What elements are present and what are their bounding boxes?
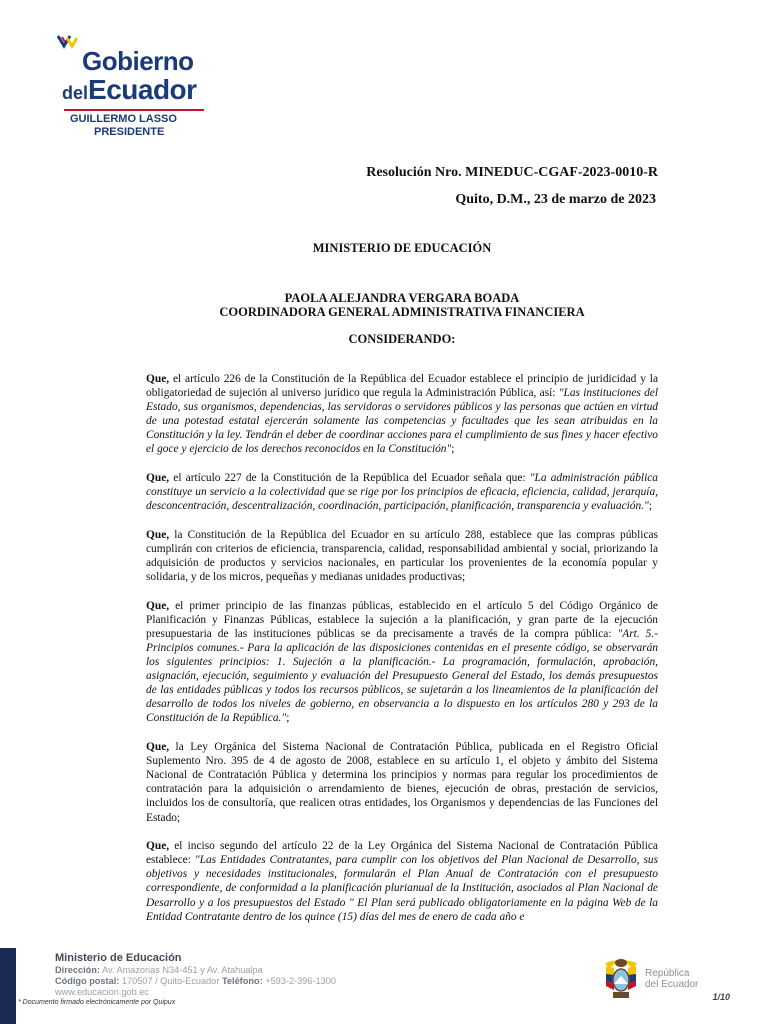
footer-website: www.educacion.gob.ec: [55, 987, 149, 997]
footer-ministry: Ministerio de Educación: [55, 952, 182, 964]
document-body: [146, 372, 658, 938]
paragraph-tail: ;: [451, 443, 455, 456]
paragraph: [146, 372, 658, 457]
logo-chevron-icon: [56, 34, 78, 50]
paragraph-lead: Que,: [146, 741, 170, 754]
seal-text-line1: República: [645, 968, 690, 979]
footer-address: [55, 965, 336, 976]
paragraph-lead: Que,: [146, 599, 170, 612]
logo-text-del: del: [62, 83, 89, 103]
paragraph-quote: "Las Entidades Contratantes, para cumplir con los objetivos del Plan Nacional de Desarrollo, sus objetivos y necesidades institucionales, formularán el Plan Anual de Contratación con el presupuesto correspondiente, de conformidad a la planificación plurianual de la Institución, asociados al Plan Nacional de Desarrollo y a los presupuestos del Estado " El Plan será publicado obligatoriamente en la página Web de la Entidad Contratante dentro de los quince (15) días del mes de enero de cada año e: [146, 854, 659, 923]
paragraph-quote: "La administración pública constituye un servicio a la colectividad que se rige por los principios de eficacia, eficiencia, calidad, jerarquía, desconcentración, descentralización, coordinación, participación, planificación, transparencia y evaluación.": [146, 472, 658, 513]
footer-postal-value: 170507 / Quito-Ecuador: [119, 976, 222, 986]
signatory-name: PAOLA ALEJANDRA VERGARA BOADA: [284, 291, 520, 305]
paragraph-lead: Que,: [146, 528, 170, 541]
considerando-heading: CONSIDERANDO:: [348, 332, 456, 346]
seal-text-line2: del Ecuador: [645, 979, 699, 990]
logo-president-title: PRESIDENTE: [94, 126, 165, 138]
paragraph-tail: ;: [286, 712, 290, 725]
paragraph-lead: Que,: [146, 840, 170, 853]
footer-address-value: Av. Amazonas N34-451 y Av. Atahualpa: [99, 965, 263, 975]
paragraph: [146, 839, 658, 924]
paragraph-text: la Ley Orgánica del Sistema Nacional de Contratación Pública, publicada en el Registro Oficial Suplemento Nro. 395 de 4 de agosto de 2008, establece en su artículo 1, el objeto y ámbito del Sistema Nacional de Contratación Pública y determina los principios y normas para regular los procedimientos de contratación para la adquisición o arrendamiento de bienes, ejecución de obras, prestación de servicios, incluidos los de consultoría, que realicen otras entidades, los Organismos y dependencias de las Funciones del Estado;: [146, 741, 658, 824]
paragraph-text: el artículo 226 de la Constitución de la República del Ecuador establece el principio de juridicidad y la obligatoriedad de sujeción al universo jurídico que regula la Administración Pública, así:: [146, 373, 658, 400]
footer-accent-bar: [0, 948, 16, 1024]
government-logo: [52, 30, 202, 138]
logo-text-del-ecuador: [62, 76, 197, 104]
resolution-place-date: Quito, D.M., 23 de marzo de 2023: [455, 192, 656, 207]
paragraph: [146, 740, 658, 825]
paragraph: [146, 599, 658, 726]
paragraph-text: la Constitución de la República del Ecuador en su artículo 288, establece que las compras públicas cumplirán con criterios de eficiencia, transparencia, calidad, responsabilidad ambiental y social, priorizando la adquisición de productos y servicios nacionales, en particular los provenientes de la economía popular y solidaria, y de los micros, pequeñas y medianas unidades productivas;: [146, 528, 658, 584]
paragraph-text: el primer principio de las finanzas públicas, establecido en el artículo 5 del Código Orgánico de Planificación y Finanzas Públicas, establece la sujeción a la planificación, y gran parte de la ejecución presupuestaria de las instituciones públicas se da precisamente a través de la compra pública:: [146, 599, 658, 640]
page-number: 1/10: [712, 992, 730, 1002]
paragraph: [146, 471, 658, 513]
paragraph-tail: ;: [648, 500, 652, 513]
paragraph: [146, 528, 658, 584]
footer-postal-label: Código postal:: [55, 976, 120, 986]
paragraph-text: el inciso segundo del artículo 22 de la Ley Orgánica del Sistema Nacional de Contratación Pública establece:: [146, 840, 658, 867]
paragraph-text: el artículo 227 de la Constitución de la República del Ecuador señala que:: [169, 472, 530, 485]
logo-divider: [64, 109, 204, 111]
logo-text-ecuador: Ecuador: [88, 74, 197, 105]
coat-of-arms-icon: [600, 956, 642, 1002]
seal-text: [645, 968, 698, 990]
logo-president-name: GUILLERMO LASSO: [70, 113, 177, 125]
signatory-role: COORDINADORA GENERAL ADMINISTRATIVA FINANCIERA: [219, 305, 585, 319]
logo-text-gobierno: Gobierno: [82, 46, 194, 76]
paragraph-lead: Que,: [146, 373, 170, 385]
paragraph-lead: Que,: [146, 472, 170, 485]
footer-phone-value: +593-2-396-1300: [262, 976, 336, 986]
ministry-title: MINISTERIO DE EDUCACIÓN: [312, 241, 492, 255]
footer-contact: [55, 952, 336, 998]
footer-address-label: Dirección:: [55, 965, 100, 975]
resolution-number: Resolución Nro. MINEDUC-CGAF-2023-0010-R: [366, 165, 658, 180]
paragraph-quote: "Las instituciones del Estado, sus organismos, dependencias, las servidoras o servidores públicos y las personas que actúen en virtud de una potestad estatal ejercerán solamente las competencias y facultades que les sean atribuidas en la Constitución y la ley. Tendrán el deber de coordinar acciones para el cumplimiento de sus fines y hacer efectivo el goce y ejercicio de los derechos reconocidos en la Constitución": [146, 387, 658, 456]
footer-phone-label: Teléfono:: [221, 976, 263, 986]
signature-note: * Documento firmado electrónicamente por Quipux: [18, 999, 176, 1006]
footer-postal-phone: [55, 976, 336, 987]
paragraph-quote: "Art. 5.- Principios comunes.- Para la aplicación de las disposiciones contenidas en el presente código, se observarán los siguientes principios: 1. Sujeción a la planificación.- La programación, formulación, aprobación, asignación, ejecución, seguimiento y evaluación del Presupuesto General del Estado, los demás presupuestos de las entidades públicas y todos los recursos públicos, se sujetarán a los lineamientos de la planificación del desarrollo de todos los niveles de gobierno, en observancia a lo dispuesto en los artículos 280 y 293 de la Constitución de la República.": [146, 627, 658, 725]
